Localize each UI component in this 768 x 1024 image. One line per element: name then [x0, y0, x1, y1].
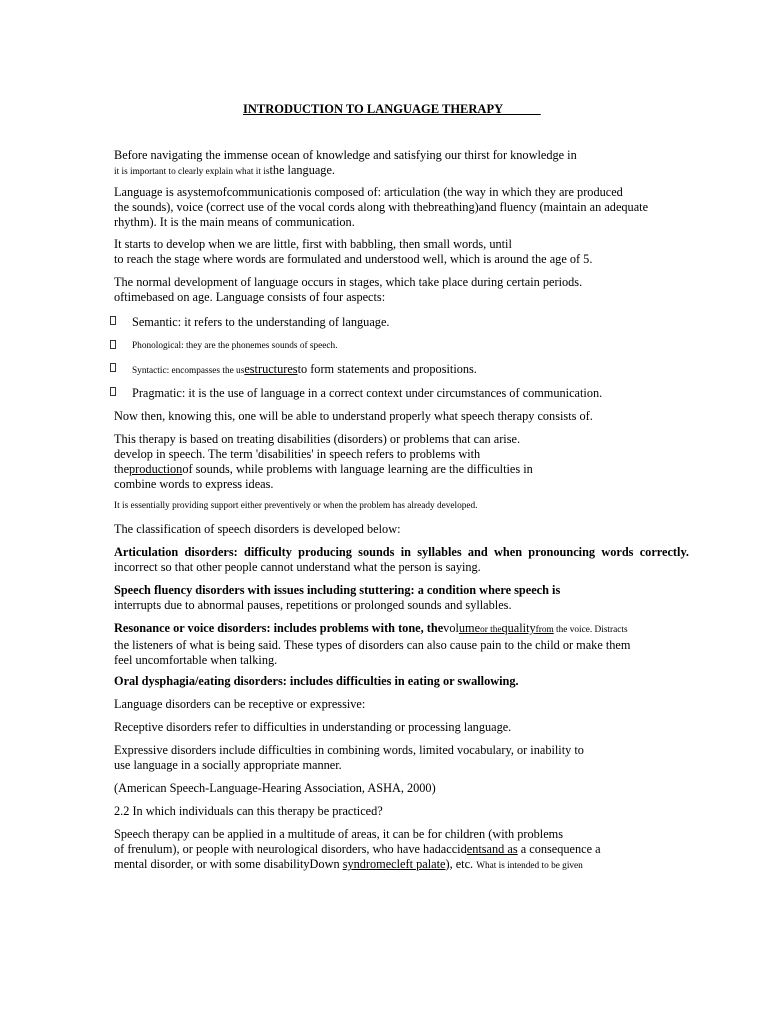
paragraph-support: It is essentially providing support either preventively or when the problem has already developed.: [114, 501, 478, 511]
list-item: Semantic: it refers to the understanding of language.: [110, 315, 690, 330]
paragraph-now-then: Now then, knowing this, one will be able to understand properly what speech therapy consists of.: [114, 409, 593, 423]
paragraph-resonance-disorders: Resonance or voice disorders: includes problems with tone, thevolumeor thequalityfrom the voice. Distracts the listeners of what is being said. These types of disorders can also cause pain to the child or make them feel uncomfortable when talking.: [114, 621, 631, 667]
list-item: Pragmatic: it is the use of language in a correct context under circumstances of communication.: [110, 386, 690, 401]
paragraph-stages: The normal development of language occurs in stages, which take place during certain periods. oftimebased on age. Language consists of four aspects:: [114, 275, 583, 304]
paragraph-intro: Before navigating the immense ocean of knowledge and satisfying our thirst for knowledge in it is important to clearly explain what it isthe language.: [114, 148, 577, 177]
citation: (American Speech-Language-Hearing Association, ASHA, 2000): [114, 781, 436, 795]
paragraph-development: It starts to develop when we are little, first with babbling, then small words, until to reach the stage where words are formulated and understood well, which is around the age of 5.: [114, 237, 593, 266]
bullet-box-icon: [110, 340, 116, 349]
section-heading: 2.2 In which individuals can this therapy be practiced?: [114, 804, 383, 818]
page-title: INTRODUCTION TO LANGUAGE THERAPY______: [243, 102, 541, 116]
paragraph-fluency-disorders: Speech fluency disorders with issues including stuttering: a condition where speech is interrupts due to abnormal pauses, repetitions or prolonged sounds and syllables.: [114, 583, 561, 612]
paragraph-expressive-disorders: Expressive disorders include difficulties in combining words, limited vocabulary, or inability to use language in a socially appropriate manner.: [114, 743, 584, 772]
paragraph-receptive-disorders: Receptive disorders refer to difficulties in understanding or processing language.: [114, 720, 512, 734]
paragraph-language-definition: Language is asystemofcommunicationis composed of: articulation (the way in which they are produced the sounds), voice (correct use of the vocal cords along with thebreathing)and fluency (maintain an adequate rhythm). It is the main means of communication.: [114, 185, 649, 229]
bullet-box-icon: [110, 316, 116, 325]
paragraph-therapy-basis: This therapy is based on treating disabilities (disorders) or problems that can arise. develop in speech. The term 'disabilities' in speech refers to problems with theproductionof sounds, while problems with language learning are the difficulties in combine words to express ideas.: [114, 432, 533, 491]
bullet-box-icon: [110, 363, 116, 372]
paragraph-dysphagia: Oral dysphagia/eating disorders: includes difficulties in eating or swallowing.: [114, 674, 519, 688]
list-item: Phonological: they are the phonemes sounds of speech.: [110, 339, 690, 354]
bullet-box-icon: [110, 387, 116, 396]
list-item: Syntactic: encompasses the usestructuresto form statements and propositions.: [110, 362, 690, 379]
paragraph-applications: Speech therapy can be applied in a multitude of areas, it can be for children (with problems of frenulum), or people with neurological disorders, who have hadaccidentsand as a consequence a mental disorder, or with some disabilityDown syndromecleft palate), etc. What is intended to be given: [114, 827, 601, 871]
paragraph-language-disorders: Language disorders can be receptive or expressive:: [114, 697, 366, 711]
paragraph-classification: The classification of speech disorders is developed below:: [114, 522, 401, 536]
paragraph-articulation-disorders: Articulation disorders: difficulty producing sounds in syllables and when pronouncing words correctly. incorrect so that other people cannot understand what the person is saying.: [114, 545, 689, 574]
